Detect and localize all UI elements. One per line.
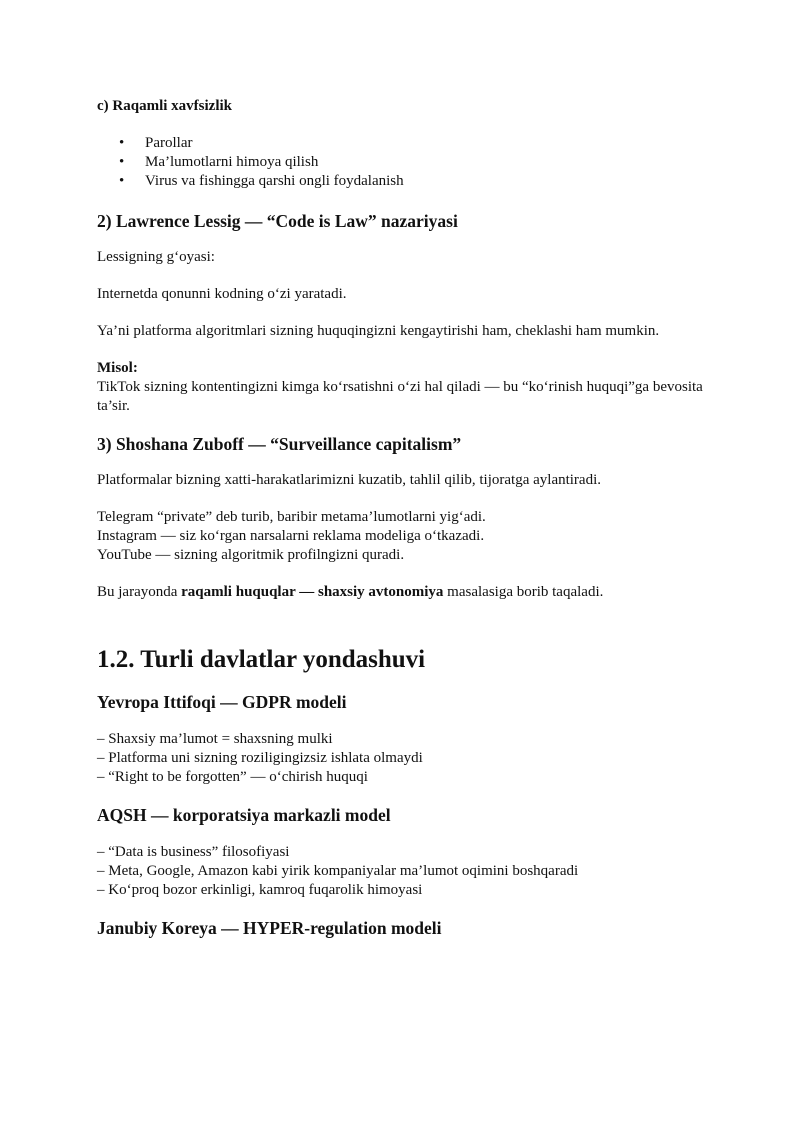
- section-3-title: 3) Shoshana Zuboff — “Surveillance capitalism”: [97, 434, 462, 454]
- example-label: Misol:: [97, 360, 138, 376]
- section-2-title: 2) Lawrence Lessig — “Code is Law” nazariyasi: [97, 211, 458, 231]
- paragraph: Ya’ni platforma algoritmlari sizning huquqingizni kengaytirishi ham, cheklashi ham mumkin.: [97, 323, 660, 339]
- list-item: – Shaxsiy ma’lumot = shaxsning mulki: [97, 731, 333, 747]
- example-text: TikTok sizning kontentingizni kimga ko‘rsatishni o‘zi hal qiladi — bu “ko‘rinish huquqi”ga bevosita ta’sir.: [97, 379, 703, 414]
- paragraph: Lessigning g‘oyasi:: [97, 249, 215, 265]
- paragraph: Internetda qonunni kodning o‘zi yaratadi.: [97, 286, 347, 302]
- bullet-icon: •: [119, 154, 125, 170]
- list-item: • Ma’lumotlarni himoya qilish: [119, 154, 319, 170]
- list-item: – “Right to be forgotten” — o‘chirish huquqi: [97, 769, 368, 785]
- list-item: • Virus va fishingga qarshi ongli foydalanish: [119, 173, 404, 189]
- bullet-icon: •: [119, 173, 125, 189]
- section-1-2-title: 1.2. Turli davlatlar yondashuvi: [97, 646, 426, 673]
- paragraph: Instagram — siz ko‘rgan narsalarni reklama modeliga o‘tkazadi.: [97, 528, 485, 544]
- list-item: – “Data is business” filosofiyasi: [97, 844, 290, 860]
- list-item: – Platforma uni sizning roziligingizsiz ishlata olmaydi: [97, 750, 423, 766]
- list-item: – Ko‘proq bozor erkinligi, kamroq fuqarolik himoyasi: [97, 882, 423, 898]
- section-c-list: [97, 134, 737, 191]
- document-content: [97, 96, 737, 940]
- emphasis-text: raqamli huquqlar — shaxsiy avtonomiya: [181, 584, 444, 600]
- eu-title: Yevropa Ittifoqi — GDPR modeli: [97, 692, 347, 712]
- paragraph: YouTube — sizning algoritmik profilngizni quradi.: [97, 547, 405, 563]
- paragraph: Platformalar bizning xatti-harakatlarimizni kuzatib, tahlil qilib, tijoratga aylantiradi.: [97, 472, 602, 488]
- section-c-title: c) Raqamli xavfsizlik: [97, 98, 232, 114]
- bullet-icon: •: [119, 135, 125, 151]
- final-paragraph: Bu jarayonda raqamli huquqlar — shaxsiy avtonomiya masalasiga borib taqaladi.: [97, 584, 604, 600]
- list-item: – Meta, Google, Amazon kabi yirik kompaniyalar ma’lumot oqimini boshqaradi: [97, 863, 579, 879]
- paragraph: Telegram “private” deb turib, baribir metama’lumotlarni yig‘adi.: [97, 509, 486, 525]
- korea-title: Janubiy Koreya — HYPER-regulation modeli: [97, 918, 442, 938]
- usa-title: AQSH — korporatsiya markazli model: [97, 805, 391, 825]
- list-item: • Parollar: [119, 135, 193, 151]
